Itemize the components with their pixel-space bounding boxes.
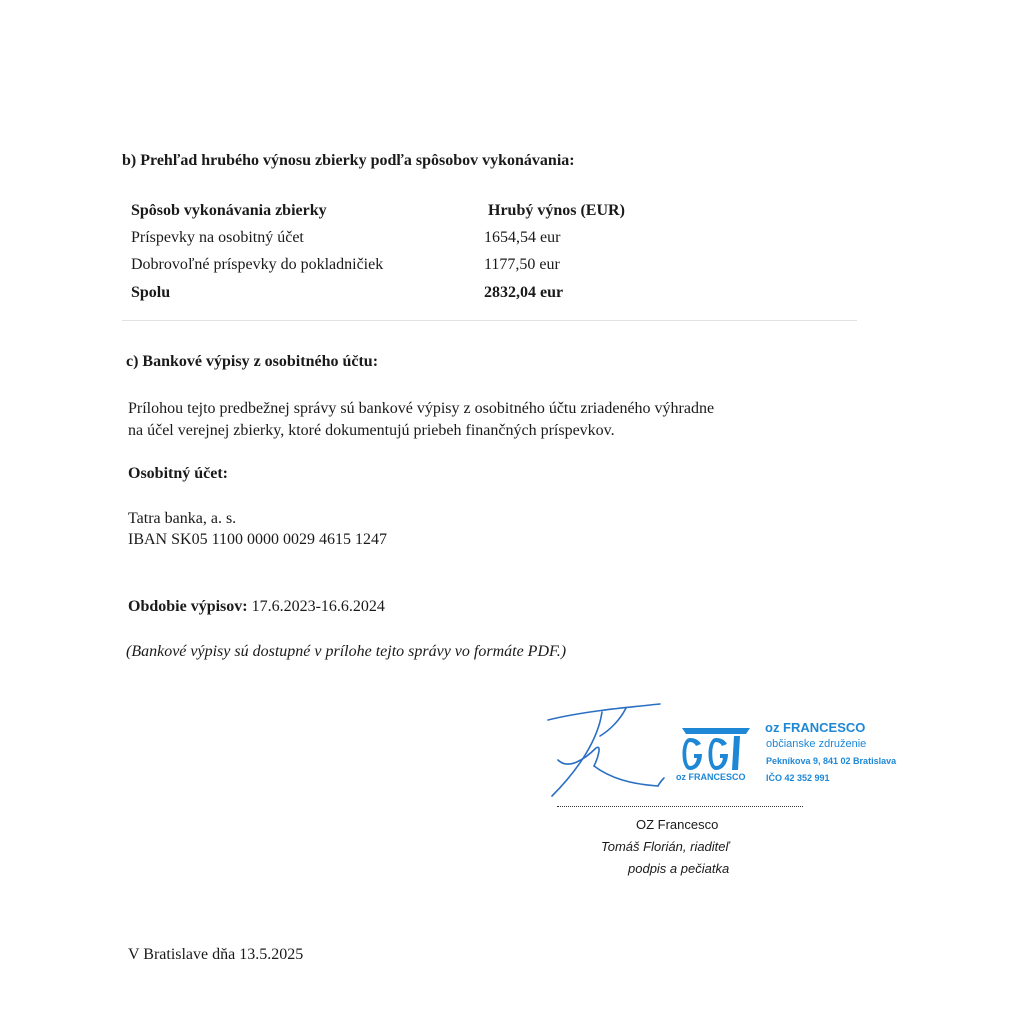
stamp-org-name: oz FRANCESCO bbox=[765, 720, 866, 735]
section-b-heading: b) Prehľad hrubého výnosu zbierky podľa spôsobov vykonávania: bbox=[122, 152, 575, 169]
section-divider bbox=[122, 320, 857, 321]
iban: IBAN SK05 1100 0000 0029 4615 1247 bbox=[128, 531, 387, 548]
table-total-value: 2832,04 eur bbox=[484, 284, 564, 301]
signatory-org: OZ Francesco bbox=[636, 817, 719, 832]
handwritten-signature bbox=[540, 700, 680, 805]
stamp-address: Pekníkova 9, 841 02 Bratislava bbox=[766, 756, 897, 766]
table-row-1-value: 1654,54 eur bbox=[484, 229, 561, 246]
stamp-ico: IČO 42 352 991 bbox=[766, 773, 830, 783]
signature-caption: podpis a pečiatka bbox=[628, 861, 730, 876]
table-row-2-method: Dobrovoľné príspevky do pokladničiek bbox=[131, 256, 384, 273]
table-row-1-method: Príspevky na osobitný účet bbox=[131, 229, 304, 246]
bank-name: Tatra banka, a. s. bbox=[128, 510, 237, 527]
pdf-note: (Bankové výpisy sú dostupné v prílohe tejto správy vo formáte PDF.) bbox=[126, 643, 567, 660]
table-header-yield: Hrubý výnos (EUR) bbox=[488, 202, 625, 219]
period-value: 17.6.2023-16.6.2024 bbox=[247, 598, 385, 615]
section-c-heading: c) Bankové výpisy z osobitného účtu: bbox=[126, 353, 379, 370]
table-row-2-value: 1177,50 eur bbox=[484, 256, 560, 273]
logo-caption: oz FRANCESCO bbox=[676, 772, 746, 782]
signature-line bbox=[557, 806, 803, 807]
place-date: V Bratislave dňa 13.5.2025 bbox=[128, 946, 304, 963]
stamp-org-type: občianske združenie bbox=[766, 738, 867, 750]
account-heading: Osobitný účet: bbox=[128, 465, 228, 482]
period-label: Obdobie výpisov: bbox=[128, 598, 248, 615]
table-total-label: Spolu bbox=[131, 284, 171, 301]
signatory-name-role: Tomáš Florián, riaditeľ bbox=[601, 839, 730, 854]
statement-period bbox=[128, 598, 385, 616]
table-header-method: Spôsob vykonávania zbierky bbox=[131, 202, 327, 219]
paragraph-line-2: na účel verejnej zbierky, ktoré dokumentujú priebeh finančných príspevkov. bbox=[128, 422, 615, 439]
paragraph-line-1: Prílohou tejto predbežnej správy sú bankové výpisy z osobitného účtu zriadeného výhradne bbox=[128, 400, 715, 417]
